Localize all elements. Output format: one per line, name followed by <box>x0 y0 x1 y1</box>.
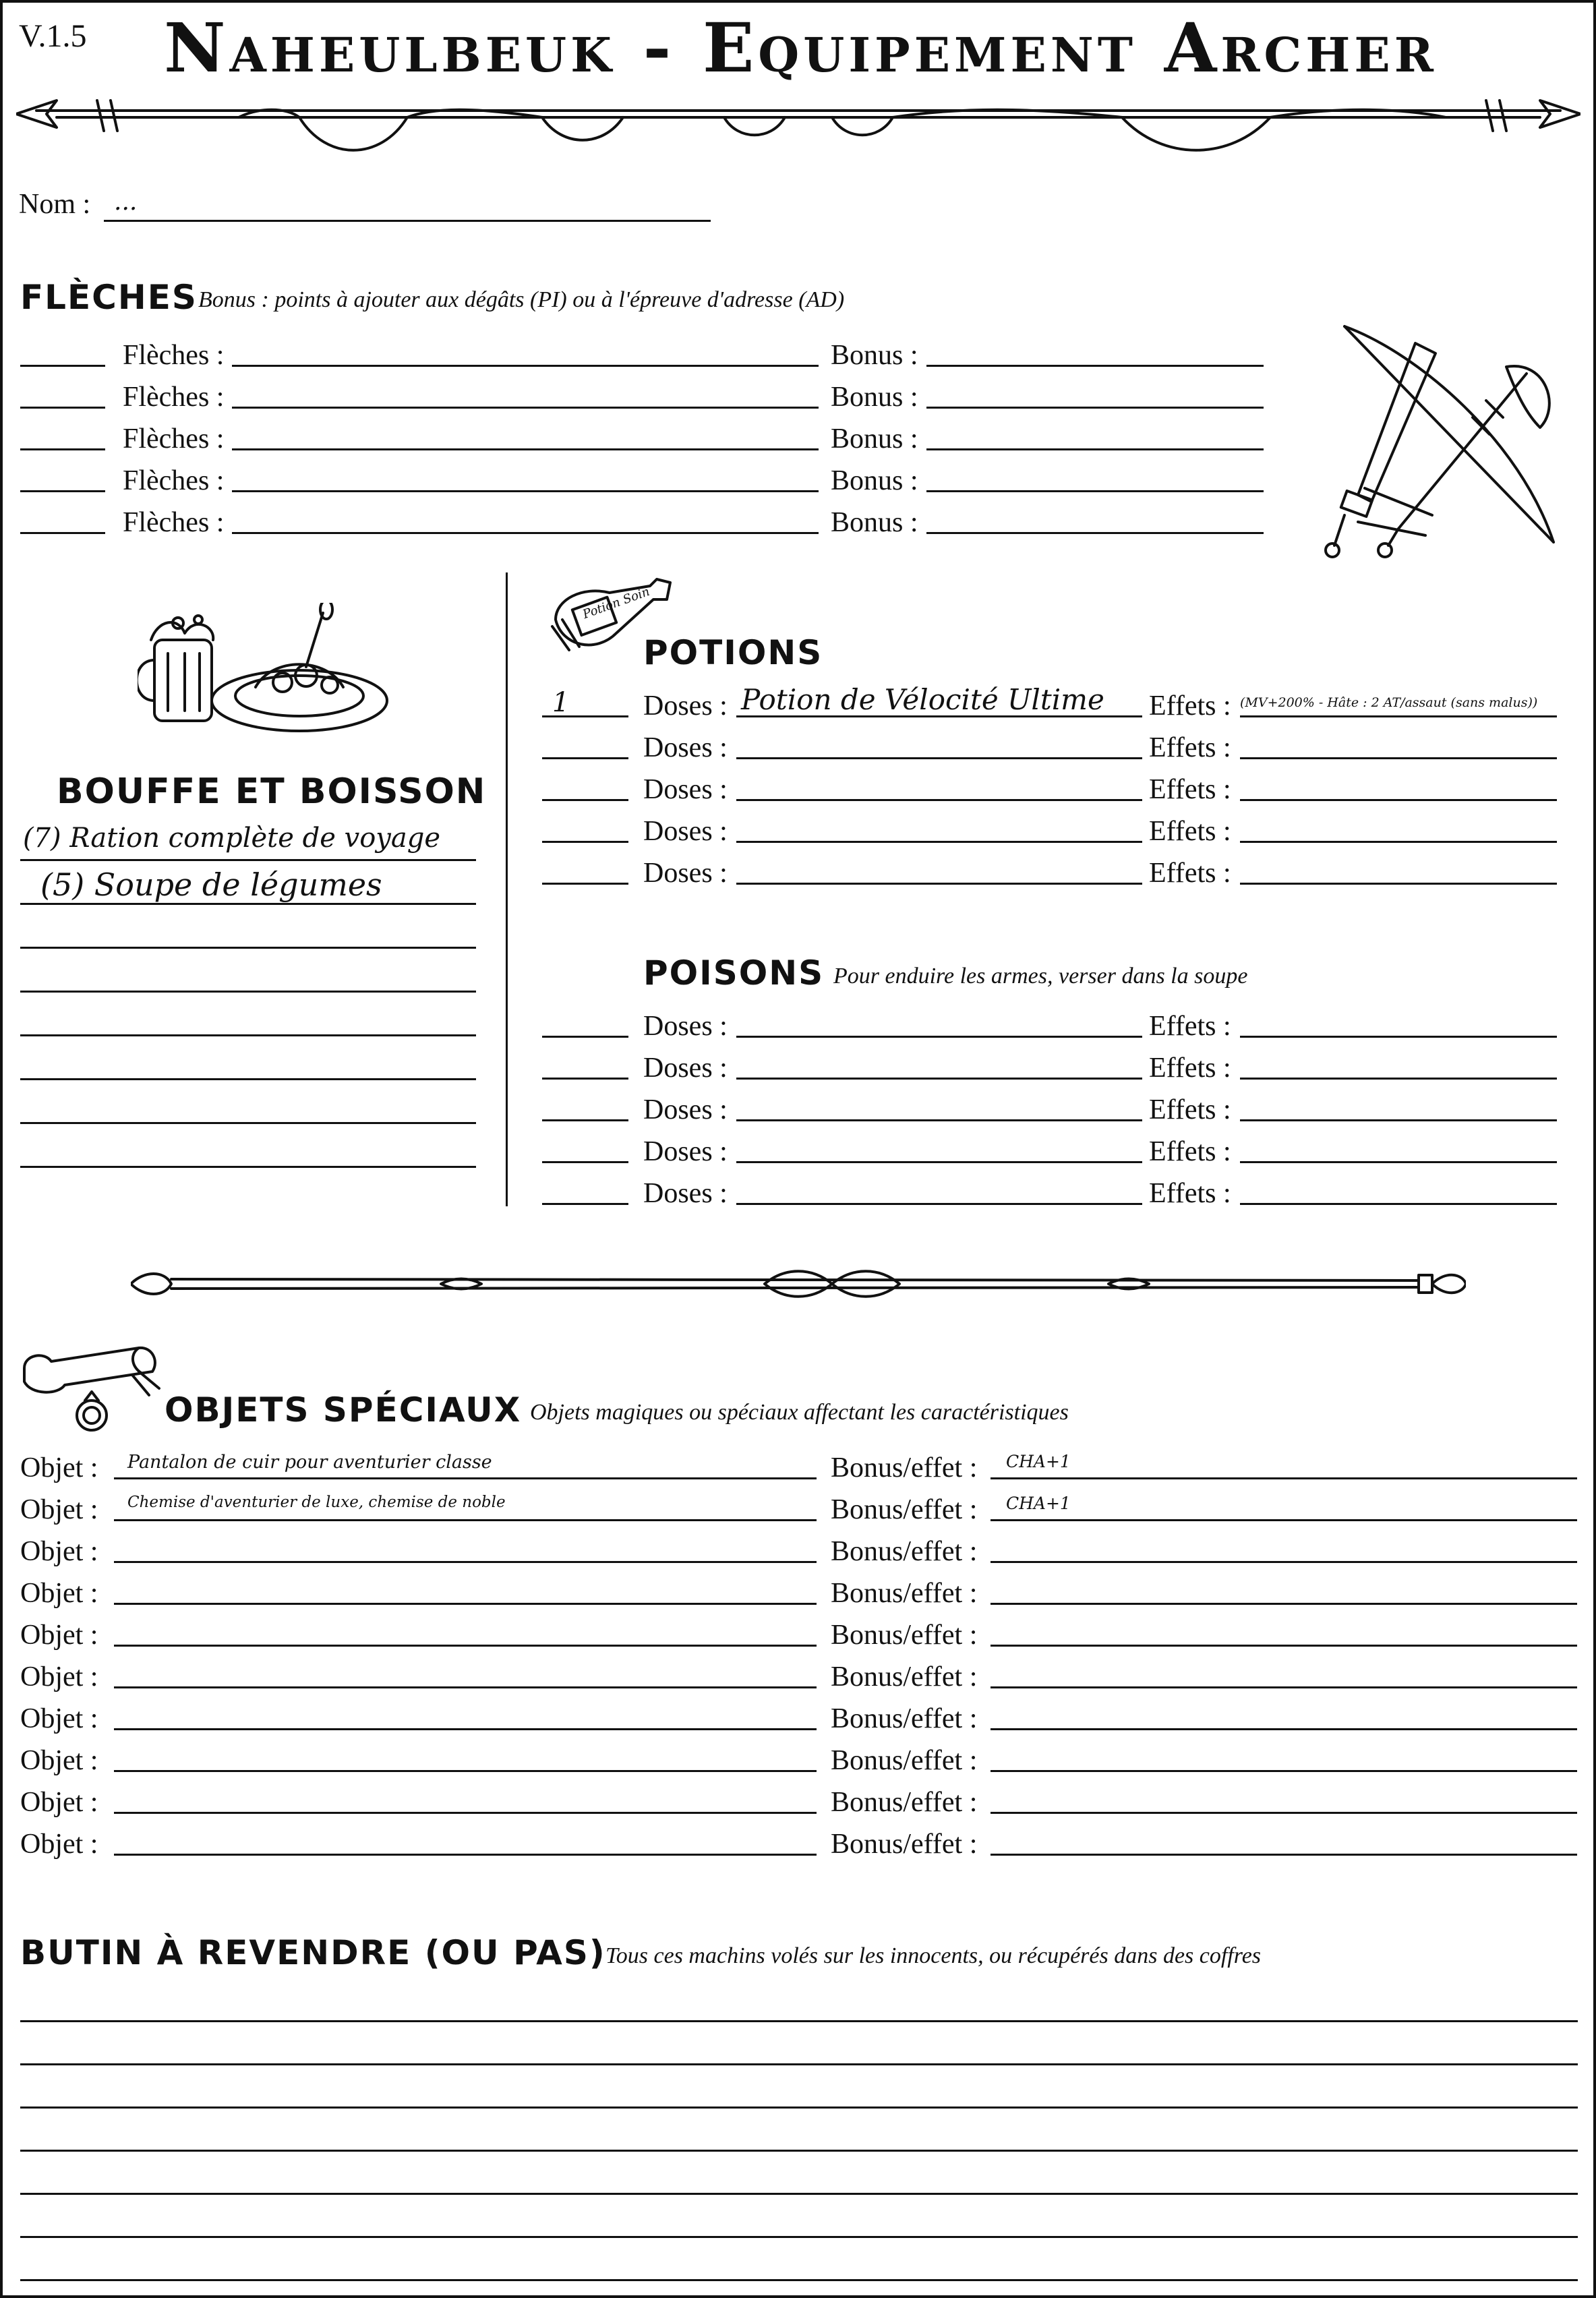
poisons-effects-label: Effets : <box>1149 1094 1231 1125</box>
staff-ornament-icon <box>131 1260 1466 1307</box>
crossed-weapons-icon <box>1324 313 1567 562</box>
poisons-name-line <box>736 1078 1142 1080</box>
butin-line <box>20 2236 1578 2238</box>
objet-name[interactable]: Chemise d'aventurier de luxe, chemise de noble <box>127 1494 506 1511</box>
fleches-title: FLÈCHES <box>20 278 198 317</box>
objet-bonus-line <box>991 1686 1577 1688</box>
potions-qty-line <box>542 841 628 843</box>
fleches-qty-line <box>20 532 105 534</box>
fleches-bonus-label: Bonus : <box>831 465 918 496</box>
objet-label: Objet : <box>20 1494 98 1525</box>
food-line <box>20 1034 476 1036</box>
poisons-qty-line <box>542 1036 628 1038</box>
potions-qty[interactable]: 1 <box>552 687 570 718</box>
objet-bonus[interactable]: CHA+1 <box>1006 1452 1071 1471</box>
food-line <box>20 859 476 861</box>
objet-name-line <box>114 1645 817 1647</box>
poisons-qty-line <box>542 1119 628 1121</box>
objet-bonus-line <box>991 1770 1577 1772</box>
objet-bonus-line <box>991 1477 1577 1479</box>
fleches-qty-line <box>20 365 105 367</box>
poisons-doses-label: Doses : <box>643 1178 728 1209</box>
scroll-and-ring-icon <box>18 1341 166 1436</box>
fleches-bonus-line <box>926 407 1264 409</box>
butin-line <box>20 2063 1578 2065</box>
poisons-title: POISONS <box>643 953 825 993</box>
potions-qty-line <box>542 757 628 759</box>
version-label: V.1.5 <box>19 18 87 54</box>
fleches-label: Flèches : <box>123 340 225 371</box>
objet-label: Objet : <box>20 1536 98 1567</box>
potions-name-line <box>736 757 1142 759</box>
objet-name-line <box>114 1561 817 1563</box>
potions-title: POTIONS <box>643 633 823 672</box>
objet-bonus-line <box>991 1603 1577 1605</box>
fleches-bonus-line <box>926 365 1264 367</box>
fleches-qty-line <box>20 407 105 409</box>
food-line <box>20 991 476 993</box>
fleches-note: Bonus : points à ajouter aux dégâts (PI) ou à l'épreuve d'adresse (AD) <box>198 287 845 312</box>
poisons-effect-line <box>1240 1161 1557 1163</box>
objet-bonus-label: Bonus/effet : <box>831 1703 978 1734</box>
objet-bonus-line <box>991 1561 1577 1563</box>
objet-bonus-label: Bonus/effet : <box>831 1536 978 1567</box>
poisons-note: Pour enduire les armes, verser dans la soupe <box>833 964 1248 989</box>
name-line <box>104 220 711 222</box>
food-line <box>20 1078 476 1080</box>
poisons-effect-line <box>1240 1119 1557 1121</box>
objet-name-line <box>114 1519 817 1521</box>
objet-name[interactable]: Pantalon de cuir pour aventurier classe <box>127 1452 492 1473</box>
objet-name-line <box>114 1728 817 1730</box>
fleches-bonus-label: Bonus : <box>831 507 918 538</box>
fleches-label: Flèches : <box>123 465 225 496</box>
objet-label: Objet : <box>20 1578 98 1609</box>
fleches-value-line <box>232 532 819 534</box>
butin-line <box>20 2193 1578 2195</box>
potions-name-line <box>736 883 1142 885</box>
butin-line <box>20 2279 1578 2281</box>
objet-bonus-label: Bonus/effet : <box>831 1578 978 1609</box>
fleches-qty-line <box>20 490 105 492</box>
potion-bottle-label: Potion Soin <box>581 584 652 622</box>
fleches-label: Flèches : <box>123 507 225 538</box>
fleches-bonus-line <box>926 532 1264 534</box>
section-divider <box>506 572 508 1206</box>
objet-name-line <box>114 1603 817 1605</box>
poisons-qty-line <box>542 1161 628 1163</box>
poisons-doses-label: Doses : <box>643 1136 728 1167</box>
potions-name-line <box>736 799 1142 801</box>
fleches-value-line <box>232 490 819 492</box>
poisons-effects-label: Effets : <box>1149 1178 1231 1209</box>
potions-doses-label: Doses : <box>643 732 728 763</box>
objet-label: Objet : <box>20 1661 98 1692</box>
potions-effect-line <box>1240 883 1557 885</box>
potions-name-line <box>736 841 1142 843</box>
objet-bonus-label: Bonus/effet : <box>831 1620 978 1651</box>
food-line <box>20 947 476 949</box>
poisons-effect-line <box>1240 1036 1557 1038</box>
objet-bonus-label: Bonus/effet : <box>831 1745 978 1776</box>
poisons-effects-label: Effets : <box>1149 1136 1231 1167</box>
objet-label: Objet : <box>20 1620 98 1651</box>
food-and-drink-icon <box>138 603 394 738</box>
objets-title: OBJETS SPÉCIAUX <box>165 1390 522 1430</box>
poisons-qty-line <box>542 1203 628 1205</box>
objet-label: Objet : <box>20 1829 98 1860</box>
potions-doses-label: Doses : <box>643 858 728 889</box>
poisons-name-line <box>736 1119 1142 1121</box>
name-label: Nom : <box>19 189 91 220</box>
potions-effect-line <box>1240 715 1557 717</box>
butin-line <box>20 2150 1578 2152</box>
objet-name-line <box>114 1477 817 1479</box>
fleches-bonus-label: Bonus : <box>831 340 918 371</box>
potions-qty-line <box>542 883 628 885</box>
food-title: BOUFFE ET BOISSON <box>57 771 487 812</box>
food-line <box>20 1122 476 1124</box>
objet-bonus-line <box>991 1812 1577 1814</box>
page-title: Naheulbeuk - Equipement Archer <box>164 8 1438 88</box>
fleches-label: Flèches : <box>123 382 225 413</box>
potions-qty-line <box>542 799 628 801</box>
poisons-doses-label: Doses : <box>643 1094 728 1125</box>
poisons-name-line <box>736 1036 1142 1038</box>
potions-name[interactable]: Potion de Vélocité Ultime <box>741 683 1104 716</box>
fleches-value-line <box>232 407 819 409</box>
name-value[interactable]: ... <box>114 188 138 216</box>
fleches-qty-line <box>20 448 105 450</box>
fleches-value-line <box>232 365 819 367</box>
fleches-label: Flèches : <box>123 423 225 454</box>
potions-effect-line <box>1240 799 1557 801</box>
butin-note: Tous ces machins volés sur les innocents, ou récupérés dans des coffres <box>605 1943 1262 1968</box>
butin-line <box>20 2106 1578 2109</box>
objet-bonus-line <box>991 1645 1577 1647</box>
potions-effects-label: Effets : <box>1149 690 1231 721</box>
food-line <box>20 1166 476 1168</box>
objet-name-line <box>114 1686 817 1688</box>
objet-bonus-line <box>991 1728 1577 1730</box>
poisons-qty-line <box>542 1078 628 1080</box>
poisons-name-line <box>736 1203 1142 1205</box>
potions-effect[interactable]: (MV+200% - Hâte : 2 AT/assaut (sans malus)) <box>1240 695 1538 710</box>
potions-effect-line <box>1240 757 1557 759</box>
potions-doses-label: Doses : <box>643 690 728 721</box>
objet-label: Objet : <box>20 1745 98 1776</box>
potions-doses-label: Doses : <box>643 774 728 805</box>
objet-bonus-label: Bonus/effet : <box>831 1661 978 1692</box>
potions-effects-label: Effets : <box>1149 858 1231 889</box>
poisons-effects-label: Effets : <box>1149 1011 1231 1042</box>
potions-effect-line <box>1240 841 1557 843</box>
objet-bonus-line <box>991 1519 1577 1521</box>
objets-note: Objets magiques ou spéciaux affectant les caractéristiques <box>530 1400 1069 1425</box>
poisons-effects-label: Effets : <box>1149 1053 1231 1084</box>
objet-bonus-label: Bonus/effet : <box>831 1452 978 1483</box>
food-line <box>20 903 476 905</box>
potions-doses-label: Doses : <box>643 816 728 847</box>
poisons-effect-line <box>1240 1203 1557 1205</box>
butin-title: BUTIN À REVENDRE (OU PAS) <box>20 1933 606 1972</box>
food-item[interactable]: (5) Soupe de légumes <box>40 866 382 903</box>
fleches-bonus-line <box>926 448 1264 450</box>
butin-line <box>20 2020 1578 2022</box>
objet-label: Objet : <box>20 1703 98 1734</box>
fleches-bonus-label: Bonus : <box>831 423 918 454</box>
objet-name-line <box>114 1854 817 1856</box>
potions-effects-label: Effets : <box>1149 732 1231 763</box>
objet-bonus-line <box>991 1854 1577 1856</box>
food-item[interactable]: (7) Ration complète de voyage <box>23 823 441 854</box>
poisons-doses-label: Doses : <box>643 1011 728 1042</box>
objet-name-line <box>114 1812 817 1814</box>
potions-effects-label: Effets : <box>1149 774 1231 805</box>
objet-label: Objet : <box>20 1787 98 1818</box>
objet-name-line <box>114 1770 817 1772</box>
fleches-bonus-label: Bonus : <box>831 382 918 413</box>
objet-bonus[interactable]: CHA+1 <box>1006 1494 1071 1513</box>
objet-label: Objet : <box>20 1452 98 1483</box>
fleches-bonus-line <box>926 490 1264 492</box>
poisons-effect-line <box>1240 1078 1557 1080</box>
poisons-name-line <box>736 1161 1142 1163</box>
poisons-doses-label: Doses : <box>643 1053 728 1084</box>
arrow-ornament-icon <box>16 87 1580 154</box>
objet-bonus-label: Bonus/effet : <box>831 1494 978 1525</box>
objet-bonus-label: Bonus/effet : <box>831 1829 978 1860</box>
fleches-value-line <box>232 448 819 450</box>
objet-bonus-label: Bonus/effet : <box>831 1787 978 1818</box>
potions-effects-label: Effets : <box>1149 816 1231 847</box>
